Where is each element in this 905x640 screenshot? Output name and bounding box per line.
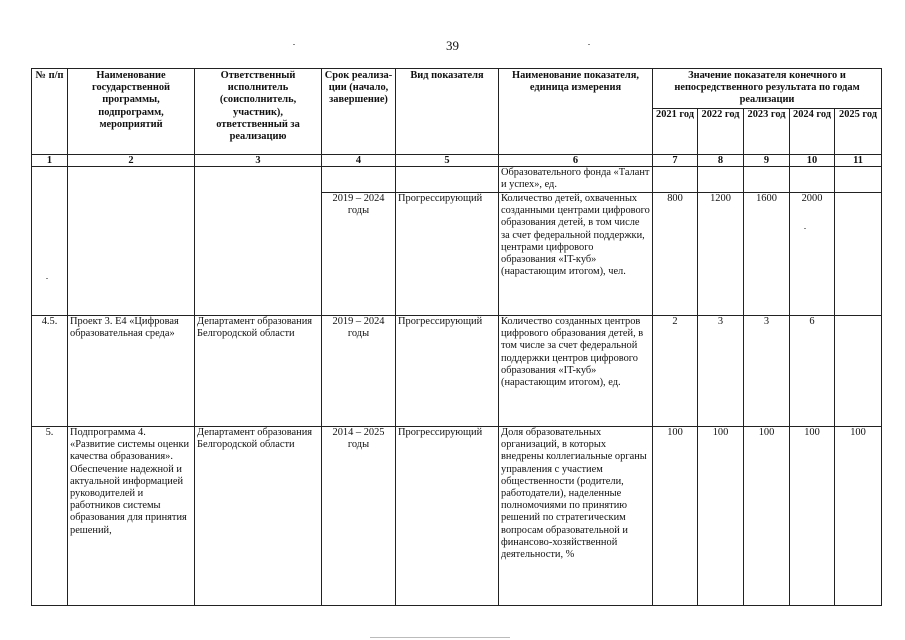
- column-number: 3: [195, 155, 322, 167]
- row-value: 3: [744, 316, 790, 427]
- page-number: 39: [446, 38, 459, 53]
- row-indicator-name: Количество созданных центров цифрового образования детей, в том числе за счет федеральной поддержки центров цифрового образования «IT-куб» (нарастающим итогом), ед.: [499, 316, 653, 427]
- header-year: 2025 год: [835, 109, 882, 155]
- header-term: Срок реализа-ции (начало, завершение): [322, 69, 396, 155]
- row-indicator-type: Прогрессирующий: [396, 193, 499, 316]
- row-value: 1200: [698, 193, 744, 316]
- row-executor: Департамент образования Белгородской области: [195, 316, 322, 427]
- header-program-name: Наименование государственной программы, подпрограмм, мероприятий: [68, 69, 195, 155]
- row-value: [835, 316, 882, 427]
- header-year: 2023 год: [744, 109, 790, 155]
- row-value: [653, 167, 698, 193]
- header-year: 2021 год: [653, 109, 698, 155]
- scan-speck: [293, 44, 295, 45]
- row-value: [835, 167, 882, 193]
- column-number: 2: [68, 155, 195, 167]
- table-row: [32, 316, 882, 427]
- header-row: [32, 69, 882, 109]
- row-program-name: [68, 167, 195, 316]
- row-term: [322, 167, 396, 193]
- column-number: 1: [32, 155, 68, 167]
- row-indicator-type: [396, 167, 499, 193]
- row-value: 100: [790, 427, 835, 606]
- row-value: 100: [744, 427, 790, 606]
- header-year: 2024 год: [790, 109, 835, 155]
- row-value: 3: [698, 316, 744, 427]
- row-value: 100: [698, 427, 744, 606]
- header-executor: Ответственный исполнитель (соисполнитель, участник), ответственный за реализацию: [195, 69, 322, 155]
- row-value: 2000: [790, 193, 835, 316]
- row-indicator-name: Количество детей, охваченных созданными центрами цифрового образования детей, в том числе за счет федеральной поддержки, центрами цифрового образования «IT-куб» (нарастающим итогом), чел.: [499, 193, 653, 316]
- row-value: [744, 167, 790, 193]
- column-number: 10: [790, 155, 835, 167]
- row-indicator-name: Образовательного фонда «Талант и успех», ед.: [499, 167, 653, 193]
- row-value: 100: [835, 427, 882, 606]
- row-term: 2019 – 2024 годы: [322, 316, 396, 427]
- header-indicator-name: Наименование показателя, единица измерения: [499, 69, 653, 155]
- column-number: 6: [499, 155, 653, 167]
- row-value: [835, 193, 882, 316]
- column-number: 9: [744, 155, 790, 167]
- column-number: 8: [698, 155, 744, 167]
- table-row: [32, 167, 882, 193]
- scan-speck: [588, 44, 590, 45]
- row-value: 800: [653, 193, 698, 316]
- indicators-table: [31, 68, 882, 606]
- column-number: 5: [396, 155, 499, 167]
- column-number: 7: [653, 155, 698, 167]
- row-number: [32, 167, 68, 316]
- column-numbers-row: [32, 155, 882, 167]
- row-program-name: Проект 3. Е4 «Цифровая образовательная среда»: [68, 316, 195, 427]
- header-indicator-type: Вид показателя: [396, 69, 499, 155]
- row-indicator-name: Доля образовательных организаций, в которых внедрены коллегиальные органы управления с участием общественности (родители, работодатели), наделенные полномочиями по принятию решений по стратегическим вопросам образовательной и финансово-хозяйственной деятельности, %: [499, 427, 653, 606]
- row-value: 1600: [744, 193, 790, 316]
- row-value: 100: [653, 427, 698, 606]
- header-no: № п/п: [32, 69, 68, 155]
- row-indicator-type: Прогрессирующий: [396, 316, 499, 427]
- scan-edge-line: [370, 637, 510, 638]
- row-program-name: Подпрограмма 4. «Развитие системы оценки качества образования». Обеспечение надежной и актуальной информацией руководителей и работников системы образования для принятия решений,: [68, 427, 195, 606]
- row-indicator-type: Прогрессирующий: [396, 427, 499, 606]
- row-value: [790, 167, 835, 193]
- table-row: [32, 427, 882, 606]
- header-values-group: Значение показателя конечного и непосредственного результата по годам реализации: [653, 69, 882, 109]
- row-term: 2014 – 2025 годы: [322, 427, 396, 606]
- row-term: 2019 – 2024 годы: [322, 193, 396, 316]
- row-value: 6: [790, 316, 835, 427]
- row-number: 5.: [32, 427, 68, 606]
- row-executor: [195, 167, 322, 316]
- row-value: [698, 167, 744, 193]
- header-year: 2022 год: [698, 109, 744, 155]
- row-value: 2: [653, 316, 698, 427]
- row-number: 4.5.: [32, 316, 68, 427]
- column-number: 11: [835, 155, 882, 167]
- column-number: 4: [322, 155, 396, 167]
- row-executor: Департамент образования Белгородской области: [195, 427, 322, 606]
